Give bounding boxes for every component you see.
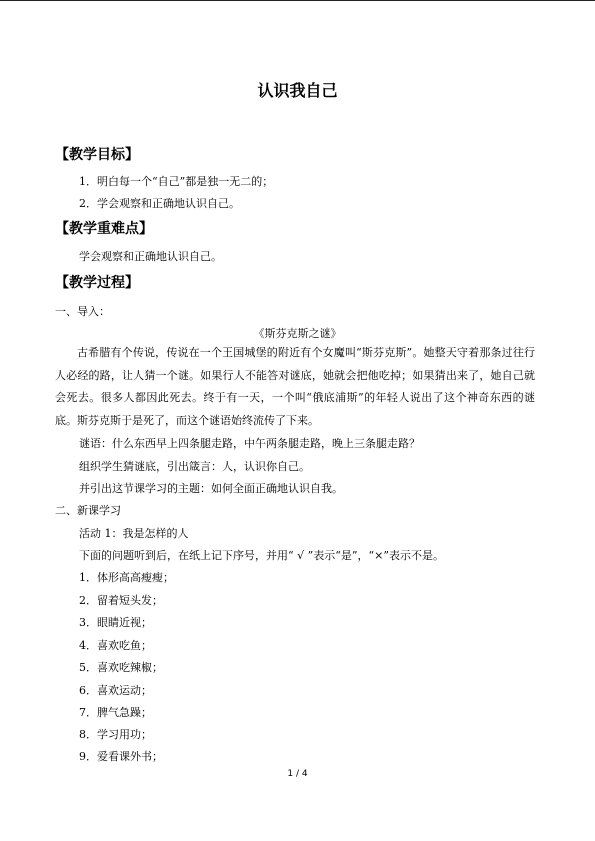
list-item: 5．喜欢吃辣椒； (79, 661, 163, 674)
new-lesson-heading: 二、新课学习 (55, 504, 121, 517)
list-item: 7．脾气急躁； (79, 706, 152, 719)
section-heading-key-points: 【教学重难点】 (55, 221, 153, 237)
list-item: 9．爱看课外书； (79, 750, 163, 763)
list-item: 8．学习用功； (79, 728, 152, 741)
activity-instruction: 下面的问题听到后，在纸上记下序号，并用“ √ ”表示“是”，“×”表示不是。 (79, 549, 444, 562)
key-points-text: 学会观察和正确地认识自己。 (79, 250, 222, 263)
section-heading-goals: 【教学目标】 (55, 147, 139, 163)
list-item: 6．喜欢运动； (79, 684, 152, 697)
story-paragraph: 古希腊有个传说，传说在一个王国城堡的附近有个女魔叫“斯芬克斯”。她整天守着那条过往行人必经的路，让人猜一个谜。如果行人不能答对谜底，她就会把他吃掉；如果猜出来了，她自己就会死去。很多人都因此死去。终于有一天，一个叫“俄底浦斯”的年轻人说出了这个神奇东西的谜底。斯芬克斯于是死了，而这个谜语始终流传了下来。 (55, 346, 535, 427)
list-item: 2．留着短头发； (79, 594, 163, 607)
goal-item-2: 2．学会观察和正确地认识自己。 (79, 197, 240, 210)
section-heading-process: 【教学过程】 (55, 275, 139, 291)
page-number: 1 / 4 (287, 769, 308, 779)
activity-title: 活动 1：我是怎样的人 (79, 527, 189, 540)
theme-text: 并引出这节课学习的主题：如何全面正确地认识自我。 (79, 482, 343, 495)
list-item: 1．体形高高瘦瘦； (79, 571, 174, 584)
list-item: 4．喜欢吃鱼； (79, 639, 152, 652)
intro-heading: 一、导入： (55, 305, 110, 318)
organize-text: 组织学生猜谜底，引出箴言：人，认识你自己。 (79, 460, 310, 473)
riddle-text: 谜语：什么东西早上四条腿走路，中午两条腿走路，晚上三条腿走路？ (79, 437, 420, 450)
header-rule (0, 0, 595, 1)
story-title: 《斯芬克斯之谜》 (253, 327, 342, 340)
page-title: 认识我自己 (257, 81, 338, 100)
list-item: 3．眼睛近视； (79, 616, 152, 629)
goal-item-1: 1．明白每一个“自己”都是独一无二的； (79, 175, 274, 188)
